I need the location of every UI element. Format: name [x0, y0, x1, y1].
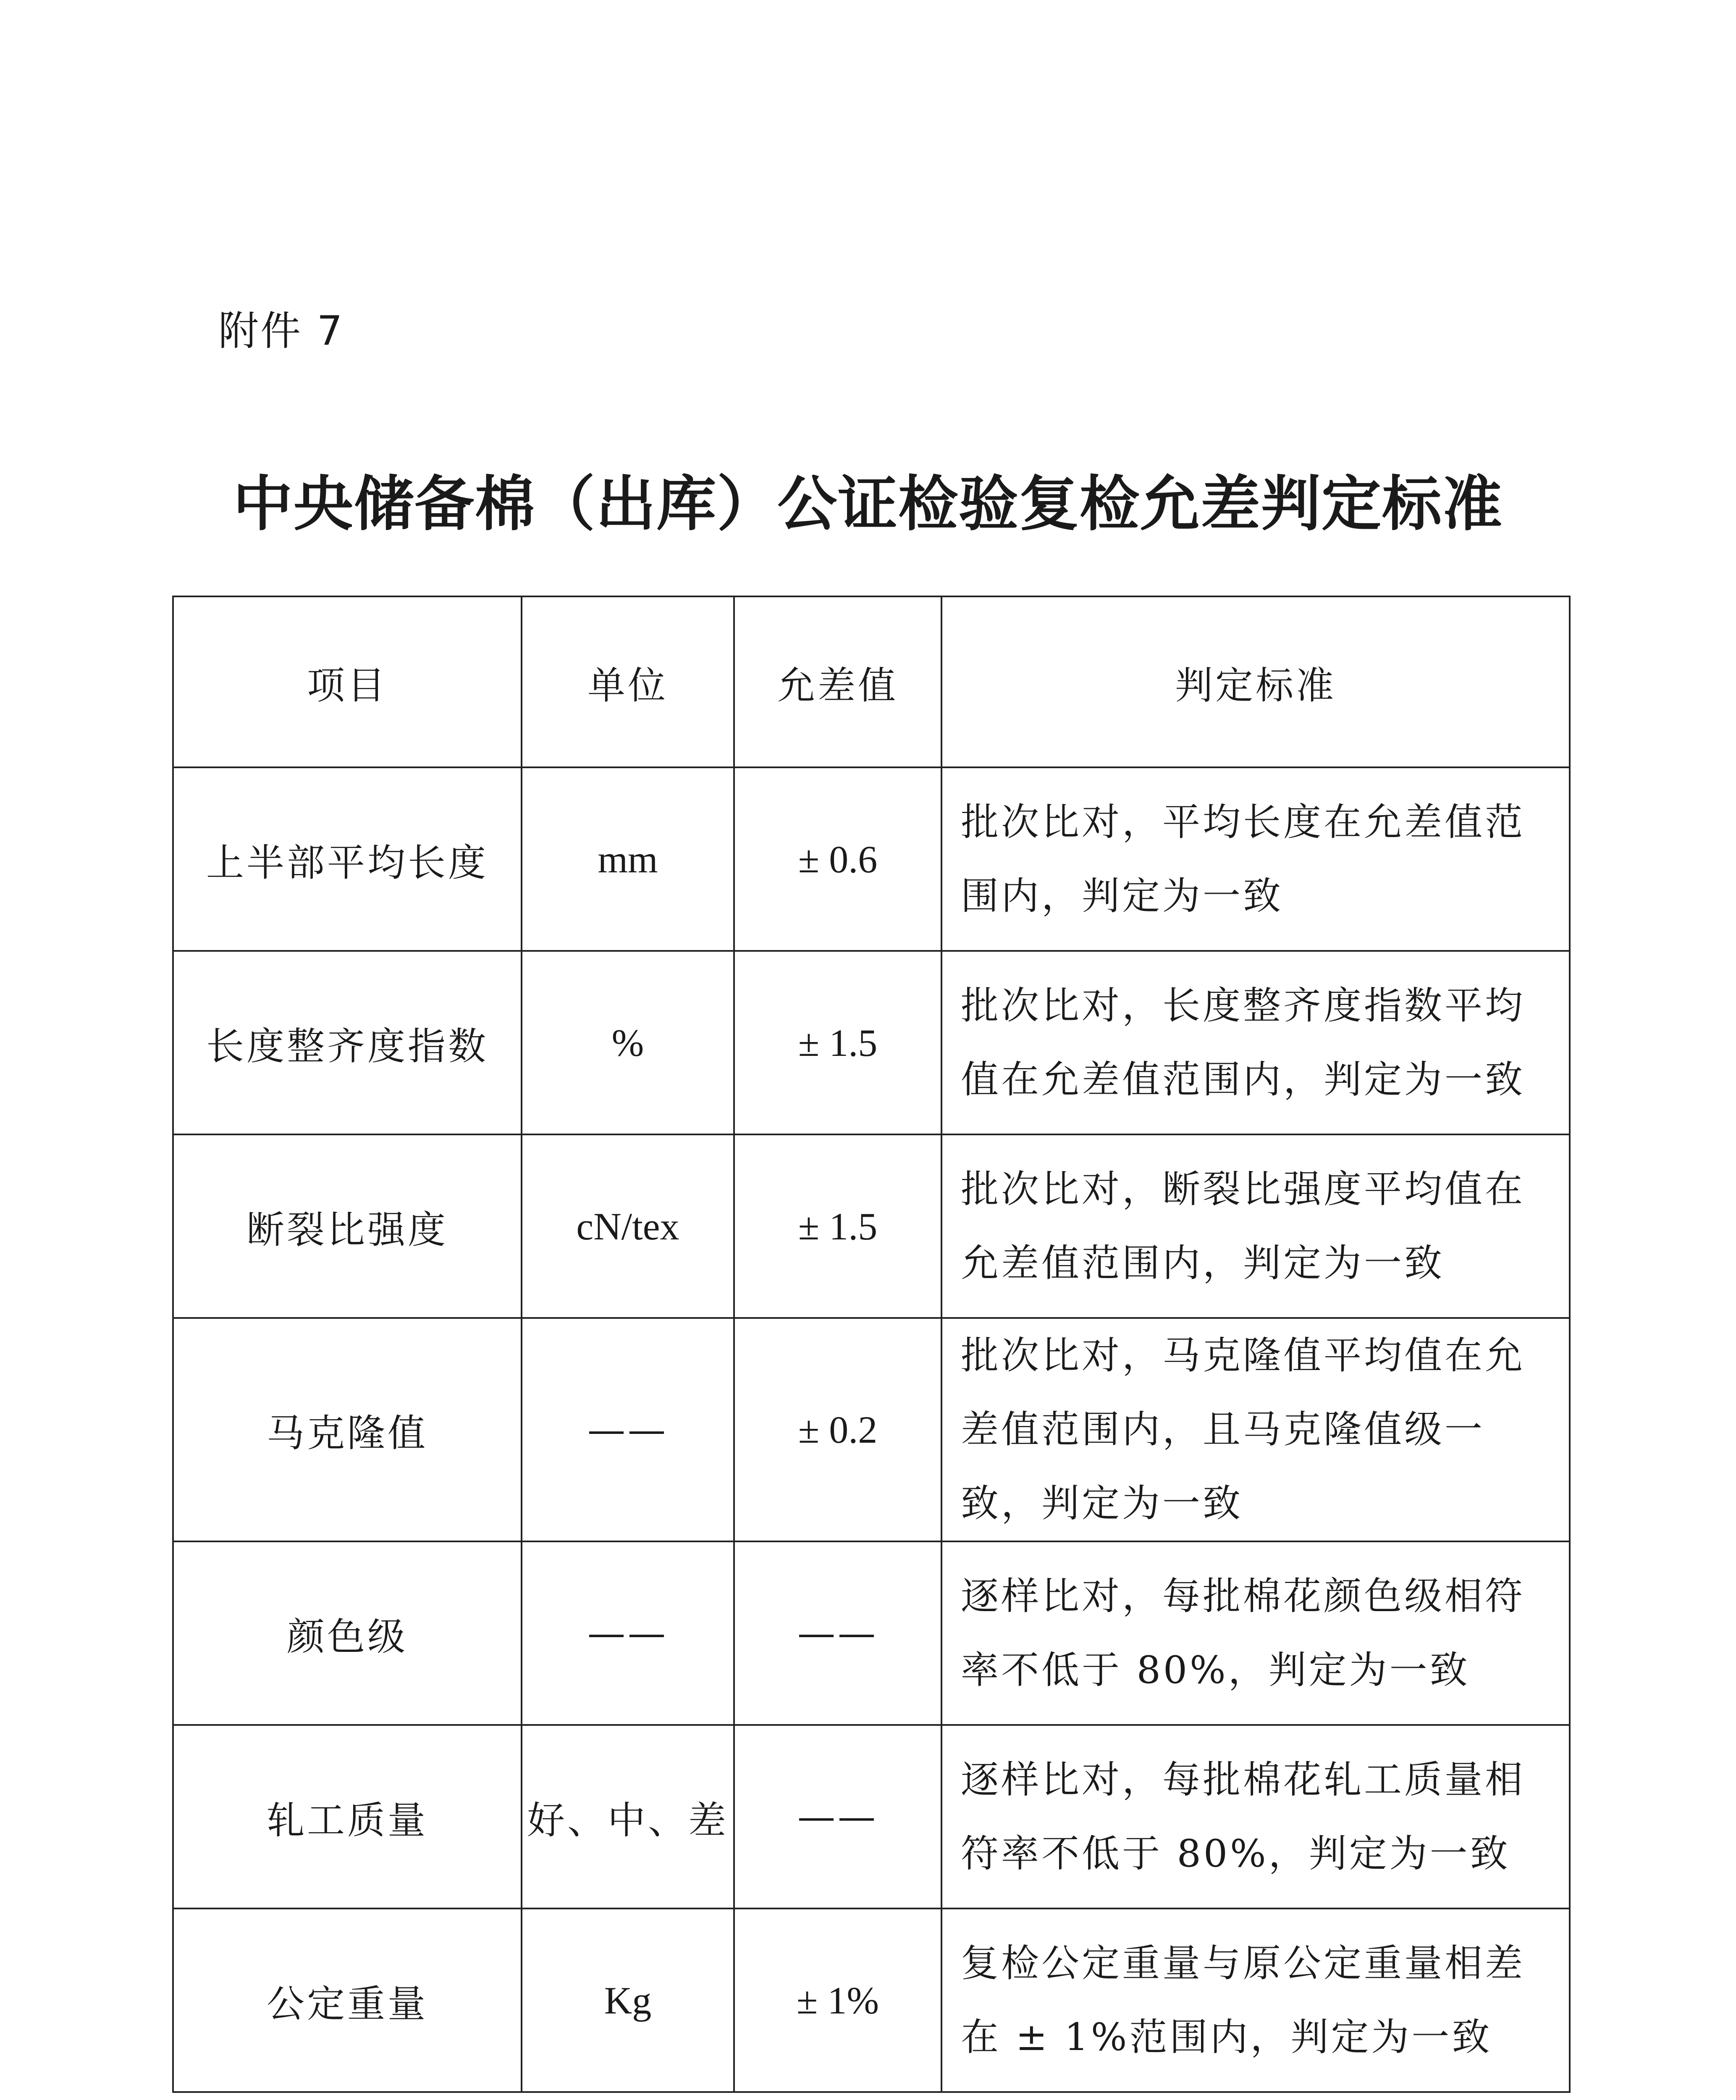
tolerance-cell: ± 0.6: [734, 767, 941, 951]
item-cell: 断裂比强度: [173, 1134, 522, 1318]
item-cell: 轧工质量: [173, 1725, 522, 1908]
rule-cell: 批次比对，马克隆值平均值在允差值范围内，且马克隆值级一致，判定为一致: [941, 1318, 1570, 1541]
rule-cell: 复检公定重量与原公定重量相差在 ± 1%范围内，判定为一致: [941, 1908, 1570, 2092]
tolerance-standards-table: [172, 596, 1571, 2093]
tolerance-cell: ± 1.5: [734, 1134, 941, 1318]
item-cell: 上半部平均长度: [173, 767, 522, 951]
document-title: 中央储备棉（出库）公证检验复检允差判定标准: [233, 470, 1503, 539]
rule-cell: 逐样比对，每批棉花轧工质量相符率不低于 80%，判定为一致: [941, 1725, 1570, 1908]
item-cell: 马克隆值: [173, 1318, 522, 1541]
table-row: [173, 951, 1570, 1134]
unit-cell: mm: [522, 767, 734, 951]
rule-cell: 批次比对，断裂比强度平均值在允差值范围内，判定为一致: [941, 1134, 1570, 1318]
rule-cell: 批次比对，平均长度在允差值范围内，判定为一致: [941, 767, 1570, 951]
unit-cell: ——: [522, 1541, 734, 1725]
table-row: [173, 767, 1570, 951]
unit-cell: Kg: [522, 1908, 734, 2092]
header-item: 项目: [173, 596, 522, 767]
tolerance-cell: ± 1%: [734, 1908, 941, 2092]
rule-cell: 逐样比对，每批棉花颜色级相符率不低于 80%，判定为一致: [941, 1541, 1570, 1725]
unit-cell: cN/tex: [522, 1134, 734, 1318]
table-header-row: [173, 596, 1570, 767]
attachment-label: 附件 7: [218, 307, 344, 354]
table-row: [173, 1908, 1570, 2092]
tolerance-cell: ——: [734, 1541, 941, 1725]
tolerance-cell: ± 0.2: [734, 1318, 941, 1541]
header-rule: 判定标准: [941, 596, 1570, 767]
unit-cell: %: [522, 951, 734, 1134]
unit-cell: ——: [522, 1318, 734, 1541]
header-tolerance: 允差值: [734, 596, 941, 767]
table-row: [173, 1134, 1570, 1318]
item-cell: 公定重量: [173, 1908, 522, 2092]
item-cell: 颜色级: [173, 1541, 522, 1725]
unit-cell: 好、中、差: [522, 1725, 734, 1908]
tolerance-cell: ——: [734, 1725, 941, 1908]
table-row: [173, 1318, 1570, 1541]
table-row: [173, 1541, 1570, 1725]
table-row: [173, 1725, 1570, 1908]
tolerance-cell: ± 1.5: [734, 951, 941, 1134]
rule-cell: 批次比对，长度整齐度指数平均值在允差值范围内，判定为一致: [941, 951, 1570, 1134]
item-cell: 长度整齐度指数: [173, 951, 522, 1134]
header-unit: 单位: [522, 596, 734, 767]
